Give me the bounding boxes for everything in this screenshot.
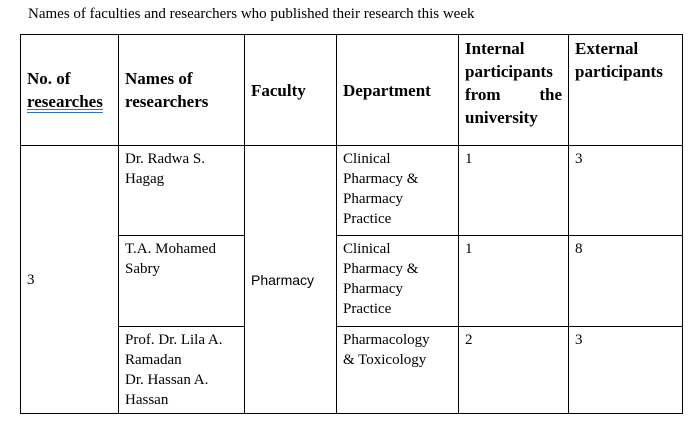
- researcher-line: Sabry: [125, 261, 160, 277]
- header-names-of-researchers: [119, 35, 245, 146]
- header-text: from: [465, 85, 501, 104]
- header-faculty: [245, 35, 337, 146]
- header-text: No. of: [27, 69, 71, 88]
- cell-count: 3: [21, 146, 119, 414]
- researcher-line: Dr. Radwa S.: [125, 151, 205, 167]
- department-line: Pharmacy: [343, 191, 403, 207]
- researcher-line: Dr. Hassan A.: [125, 372, 209, 388]
- header-text: participants: [465, 62, 553, 81]
- cell-internal: 1: [459, 146, 569, 236]
- table-row: [21, 327, 683, 414]
- research-table: [20, 34, 683, 414]
- department-line: Clinical: [343, 241, 391, 257]
- header-text: researchers: [125, 92, 209, 111]
- cell-researcher: [119, 236, 245, 327]
- header-text-row: [465, 83, 562, 106]
- researcher-line: T.A. Mohamed: [125, 241, 216, 257]
- header-no-of-researches: [21, 35, 119, 146]
- department-line: Clinical: [343, 151, 391, 167]
- department-line: Pharmacy &: [343, 261, 419, 277]
- header-internal-participants: [459, 35, 569, 146]
- header-text: Names of: [125, 69, 193, 88]
- researcher-line: Ramadan: [125, 352, 182, 368]
- cell-internal: 1: [459, 236, 569, 327]
- cell-external: 3: [569, 146, 683, 236]
- table-row: [21, 236, 683, 327]
- researcher-line: Prof. Dr. Lila A.: [125, 332, 223, 348]
- header-text: participants: [575, 62, 663, 81]
- header-text: Department: [343, 80, 431, 100]
- cell-faculty: Pharmacy: [245, 146, 337, 414]
- header-text: university: [465, 108, 538, 127]
- cell-researcher: [119, 146, 245, 236]
- department-line: & Toxicology: [343, 352, 427, 368]
- department-line: Pharmacy &: [343, 171, 419, 187]
- header-external-participants: [569, 35, 683, 146]
- header-text: researches: [27, 92, 103, 111]
- header-department: [337, 35, 459, 146]
- department-line: Practice: [343, 301, 392, 317]
- cell-researcher: [119, 327, 245, 414]
- department-line: Pharmacology: [343, 332, 430, 348]
- cell-department: [337, 146, 459, 236]
- header-text: Faculty: [251, 80, 306, 100]
- cell-department: [337, 236, 459, 327]
- table-caption: Names of faculties and researchers who published their research this week: [28, 6, 475, 22]
- cell-external: 8: [569, 236, 683, 327]
- table-row: [21, 146, 683, 236]
- header-row: [21, 35, 683, 146]
- header-text: the: [539, 85, 562, 104]
- department-line: Pharmacy: [343, 281, 403, 297]
- cell-department: [337, 327, 459, 414]
- cell-external: 3: [569, 327, 683, 414]
- header-text: Internal: [465, 39, 525, 58]
- header-text: External: [575, 39, 639, 58]
- department-line: Practice: [343, 211, 392, 227]
- researcher-line: Hassan: [125, 392, 169, 408]
- researcher-line: Hagag: [125, 171, 165, 187]
- cell-internal: 2: [459, 327, 569, 414]
